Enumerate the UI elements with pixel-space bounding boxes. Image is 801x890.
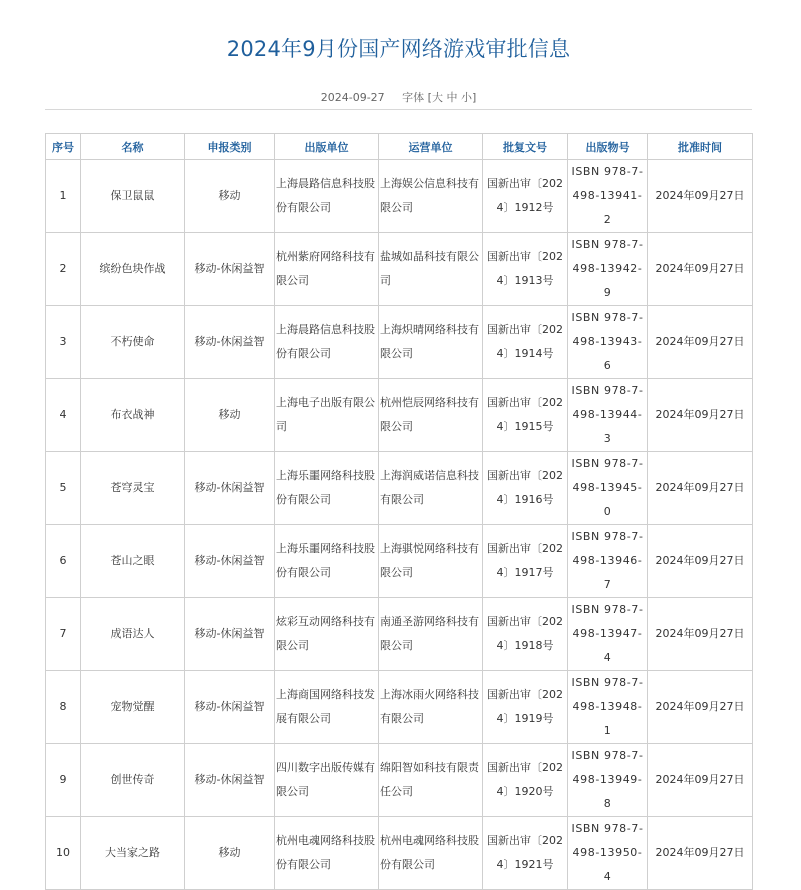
header-publisher: 出版单位: [275, 134, 379, 160]
cell-approval-date: 2024年09月27日: [648, 306, 753, 379]
table-row: [46, 598, 753, 671]
cell-approval-date: 2024年09月27日: [648, 233, 753, 306]
cell-isbn: ISBN 978-7-498-13945-0: [568, 452, 648, 525]
cell-operator: 杭州电魂网络科技股份有限公司: [379, 817, 483, 890]
cell-approval-no: 国新出审〔2024〕1915号: [483, 379, 568, 452]
approval-table: [45, 133, 753, 890]
cell-name: 苍山之眼: [81, 525, 185, 598]
cell-name: 成语达人: [81, 598, 185, 671]
cell-approval-no: 国新出审〔2024〕1913号: [483, 233, 568, 306]
cell-approval-no: 国新出审〔2024〕1916号: [483, 452, 568, 525]
table-row: [46, 160, 753, 233]
cell-seq: 7: [46, 598, 81, 671]
cell-operator: 上海炽晴网络科技有限公司: [379, 306, 483, 379]
font-small-link[interactable]: 小: [460, 91, 472, 104]
cell-name: 缤纷色块作战: [81, 233, 185, 306]
cell-category: 移动-休闲益智: [185, 671, 275, 744]
cell-publisher: 上海乐噩网络科技股份有限公司: [275, 525, 379, 598]
font-size-label: 字体: [402, 91, 425, 104]
cell-seq: 5: [46, 452, 81, 525]
cell-publisher: 杭州紫府网络科技有限公司: [275, 233, 379, 306]
cell-approval-date: 2024年09月27日: [648, 817, 753, 890]
cell-approval-no: 国新出审〔2024〕1917号: [483, 525, 568, 598]
cell-operator: 杭州恺辰网络科技有限公司: [379, 379, 483, 452]
cell-seq: 6: [46, 525, 81, 598]
cell-approval-date: 2024年09月27日: [648, 160, 753, 233]
article-meta: [45, 89, 752, 105]
page-title: 2024年9月份国产网络游戏审批信息: [226, 37, 571, 61]
header-category: 申报类别: [185, 134, 275, 160]
publish-date: 2024-09-27: [320, 91, 385, 104]
cell-seq: 8: [46, 671, 81, 744]
header-approval-no: 批复文号: [483, 134, 568, 160]
cell-name: 保卫鼠鼠: [81, 160, 185, 233]
cell-category: 移动-休闲益智: [185, 598, 275, 671]
table-row: [46, 817, 753, 890]
cell-name: 创世传奇: [81, 744, 185, 817]
cell-approval-date: 2024年09月27日: [648, 525, 753, 598]
table-row: [46, 306, 753, 379]
cell-isbn: ISBN 978-7-498-13946-7: [568, 525, 648, 598]
cell-operator: 上海骐悦网络科技有限公司: [379, 525, 483, 598]
cell-publisher: 杭州电魂网络科技股份有限公司: [275, 817, 379, 890]
cell-approval-date: 2024年09月27日: [648, 452, 753, 525]
cell-isbn: ISBN 978-7-498-13941-2: [568, 160, 648, 233]
cell-approval-no: 国新出审〔2024〕1920号: [483, 744, 568, 817]
cell-isbn: ISBN 978-7-498-13949-8: [568, 744, 648, 817]
cell-name: 布衣战神: [81, 379, 185, 452]
cell-category: 移动-休闲益智: [185, 233, 275, 306]
cell-name: 苍穹灵宝: [81, 452, 185, 525]
header-name: 名称: [81, 134, 185, 160]
font-medium-link[interactable]: 中: [446, 91, 458, 104]
cell-category: 移动-休闲益智: [185, 744, 275, 817]
cell-isbn: ISBN 978-7-498-13947-4: [568, 598, 648, 671]
cell-name: 不朽使命: [81, 306, 185, 379]
cell-seq: 2: [46, 233, 81, 306]
cell-isbn: ISBN 978-7-498-13948-1: [568, 671, 648, 744]
cell-seq: 4: [46, 379, 81, 452]
cell-category: 移动: [185, 160, 275, 233]
header-operator: 运营单位: [379, 134, 483, 160]
cell-seq: 1: [46, 160, 81, 233]
cell-category: 移动-休闲益智: [185, 525, 275, 598]
table-row: [46, 671, 753, 744]
table-row: [46, 379, 753, 452]
cell-isbn: ISBN 978-7-498-13944-3: [568, 379, 648, 452]
table-header-row: [46, 134, 753, 160]
cell-category: 移动-休闲益智: [185, 306, 275, 379]
cell-approval-no: 国新出审〔2024〕1921号: [483, 817, 568, 890]
cell-approval-no: 国新出审〔2024〕1918号: [483, 598, 568, 671]
cell-operator: 上海润威诺信息科技有限公司: [379, 452, 483, 525]
cell-seq: 3: [46, 306, 81, 379]
cell-publisher: 上海商国网络科技发展有限公司: [275, 671, 379, 744]
cell-operator: 上海冰雨火网络科技有限公司: [379, 671, 483, 744]
cell-isbn: ISBN 978-7-498-13942-9: [568, 233, 648, 306]
cell-isbn: ISBN 978-7-498-13943-6: [568, 306, 648, 379]
font-size-close-bracket: ]: [471, 91, 477, 104]
cell-name: 宠物觉醒: [81, 671, 185, 744]
font-size-open-bracket: [: [427, 91, 432, 104]
table-row: [46, 452, 753, 525]
cell-operator: 上海娱公信息科技有限公司: [379, 160, 483, 233]
cell-publisher: 上海晨路信息科技股份有限公司: [275, 306, 379, 379]
cell-approval-date: 2024年09月27日: [648, 744, 753, 817]
table-row: [46, 233, 753, 306]
cell-publisher: 上海乐噩网络科技股份有限公司: [275, 452, 379, 525]
cell-publisher: 上海电子出版有限公司: [275, 379, 379, 452]
font-large-link[interactable]: 大: [431, 91, 443, 104]
cell-operator: 南通圣游网络科技有限公司: [379, 598, 483, 671]
cell-category: 移动: [185, 379, 275, 452]
header-isbn: 出版物号: [568, 134, 648, 160]
cell-category: 移动-休闲益智: [185, 452, 275, 525]
cell-approval-no: 国新出审〔2024〕1912号: [483, 160, 568, 233]
cell-seq: 10: [46, 817, 81, 890]
cell-publisher: 炫彩互动网络科技有限公司: [275, 598, 379, 671]
cell-operator: 绵阳智如科技有限责任公司: [379, 744, 483, 817]
header-seq: 序号: [46, 134, 81, 160]
cell-approval-date: 2024年09月27日: [648, 598, 753, 671]
table-row: [46, 744, 753, 817]
table-row: [46, 525, 753, 598]
cell-isbn: ISBN 978-7-498-13950-4: [568, 817, 648, 890]
cell-approval-date: 2024年09月27日: [648, 379, 753, 452]
cell-approval-no: 国新出审〔2024〕1919号: [483, 671, 568, 744]
title-divider: [45, 109, 752, 110]
cell-name: 大当家之路: [81, 817, 185, 890]
cell-category: 移动: [185, 817, 275, 890]
cell-approval-date: 2024年09月27日: [648, 671, 753, 744]
cell-operator: 盐城如晶科技有限公司: [379, 233, 483, 306]
cell-approval-no: 国新出审〔2024〕1914号: [483, 306, 568, 379]
header-approval-date: 批准时间: [648, 134, 753, 160]
cell-seq: 9: [46, 744, 81, 817]
cell-publisher: 四川数字出版传媒有限公司: [275, 744, 379, 817]
cell-publisher: 上海晨路信息科技股份有限公司: [275, 160, 379, 233]
